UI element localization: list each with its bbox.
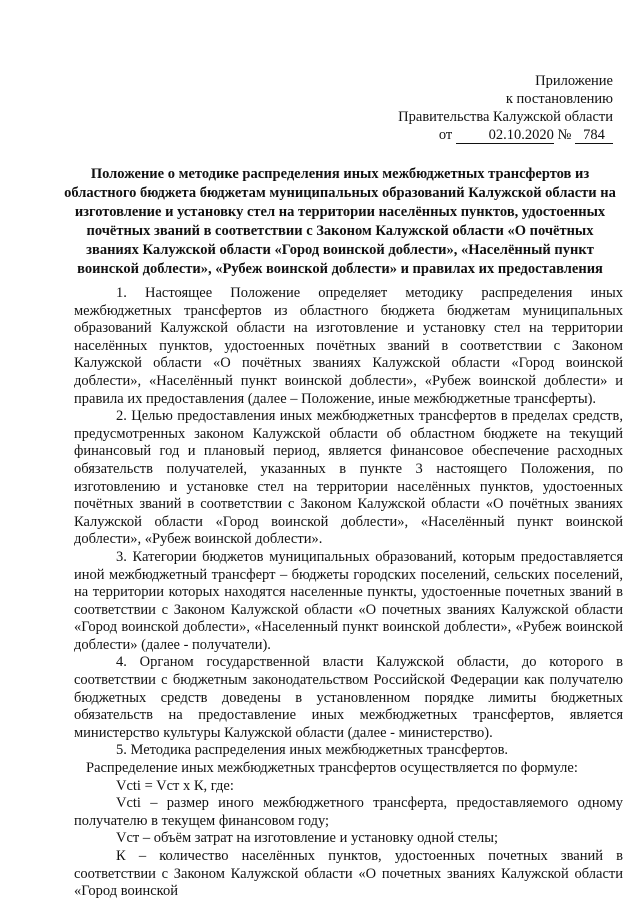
approval-line-3: Правительства Калужской области bbox=[398, 109, 613, 125]
formula-def-vst: Vст – объём затрат на изготовление и установку одной стелы; bbox=[116, 830, 498, 847]
formula-intro: Распределение иных межбюджетных трансфертов осуществляется по формуле: bbox=[86, 760, 578, 777]
paragraph-5: 5. Методика распределения иных межбюджетных трансфертов. bbox=[116, 742, 509, 759]
approval-date-row bbox=[398, 126, 613, 144]
formula: Vcti = Vст х К, где: bbox=[116, 777, 234, 794]
formula-def-vcti: Vcti – размер иного межбюджетного трансферта, предоставляемого одному получателю в текущем финансовом году; bbox=[74, 795, 623, 829]
number-prefix: № bbox=[557, 127, 572, 143]
approval-line-2: к постановлению bbox=[505, 91, 613, 107]
paragraph-4: 4. Органом государственной власти Калужской области, до которого в соответствии с бюджетным законодательством Российской Федерации как получателю бюджетных средств доведены в установленном порядке лимиты бюджетных обязательств на предоставление иных межбюджетных трансфертов, является министерство культуры Калужской области (далее - министерство). bbox=[74, 654, 623, 741]
date-value: 02.10.2020 bbox=[456, 128, 554, 144]
approval-block bbox=[398, 72, 613, 144]
approval-line-1: Приложение bbox=[535, 73, 613, 89]
paragraph-2: 2. Целью предоставления иных межбюджетных трансфертов в пределах средств, предусмотренных законом Калужской области об областном бюджете на текущий финансовый год и плановый период, является финансовое обеспечение расходных обязательств получателей, указанных в пункте 3 настоящего Положения, по изготовлению и установке стел на территории населённых пунктов, удостоенных почётных званий в соответствии с Законом Калужской области «О почётных званиях Калужской области «Город воинской доблести», «Населённый пункт воинской доблести», «Рубеж воинской доблести». bbox=[74, 408, 623, 548]
number-value: 784 bbox=[575, 128, 613, 144]
paragraph-3: 3. Категории бюджетов муниципальных образований, которым предоставляется иной межбюджетный трансферт – бюджеты городских поселений, сельских поселений, на территории которых находятся населенные пункты, удостоенные почетных званий в соответствии с Законом Калужской области «О почетных званиях Калужской области «Город воинской доблести», «Населенный пункт воинской доблести», «Рубеж воинской доблести» (далее - получатели). bbox=[74, 548, 623, 653]
date-prefix: от bbox=[438, 127, 453, 143]
document-body bbox=[74, 285, 623, 901]
document-title: Положение о методике распределения иных межбюджетных трансфертов из областного бюджета бюджетам муниципальных образований Калужской области на изготовление и установку стел на территории населённых пунктов, удостоенных почётных званий в соответствии с Законом Калужской области «О почётных званиях Калужской области «Город воинской доблести», «Населённый пункт воинской доблести», «Рубеж воинской доблести» и правилах их предоставления bbox=[64, 166, 616, 277]
formula-def-k: К – количество населённых пунктов, удостоенных почетных званий в соответствии с Законом Калужской области «О почетных званиях Калужской области «Город воинской bbox=[74, 848, 623, 900]
paragraph-1: 1. Настоящее Положение определяет методику распределения иных межбюджетных трансфертов из областного бюджета бюджетам муниципальных образований Калужской области на изготовление и установку стел на территории населённых пунктов, удостоенных почётных званий в соответствии с Законом Калужской области «О почётных званиях Калужской области «Город воинской доблести», «Населённый пункт воинской доблести», «Рубеж воинской доблести» и правила их предоставления (далее – Положение, иные межбюджетные трансферты). bbox=[74, 285, 623, 407]
